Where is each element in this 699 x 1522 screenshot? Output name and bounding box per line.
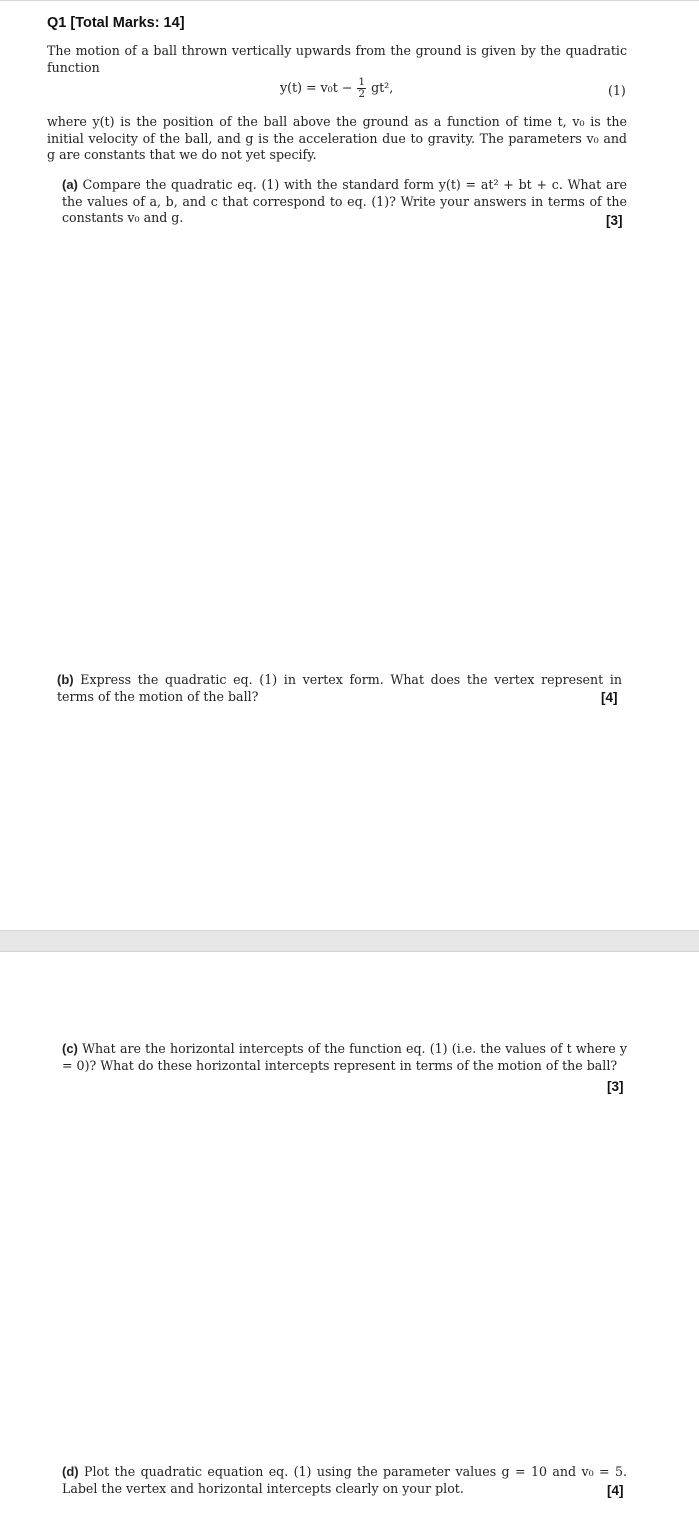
document-page-2 [0, 952, 699, 1522]
part-d [62, 1464, 627, 1497]
part-a-marks: [3] [606, 213, 623, 228]
page-separator [0, 930, 699, 952]
part-a [62, 177, 627, 227]
part-a-text: Compare the quadratic eq. (1) with the standard form y(t) = at² + bt + c. What are the values of a, b, and c that correspond to eq. (1)? Write your answers in terms of the constants v₀ and g. [62, 177, 627, 225]
part-b [57, 672, 622, 705]
question-intro: The motion of a ball thrown vertically upwards from the ground is given by the quadratic function [47, 43, 627, 75]
document-page-1 [0, 1, 699, 930]
equation-lhs: y(t) = v₀t − [280, 80, 353, 95]
part-b-label: (b) [57, 672, 74, 687]
part-a-label: (a) [62, 177, 78, 192]
equation-1 [280, 77, 393, 100]
part-c [62, 1041, 627, 1074]
question-description: where y(t) is the position of the ball above the ground as a function of time t, v₀ is the initial velocity of the ball, and g is the acceleration due to gravity. The parameters v₀ and g are constants that we do not yet specify. [47, 114, 627, 162]
equation-rhs: gt², [371, 80, 394, 95]
part-b-marks: [4] [601, 690, 618, 705]
part-b-text: Express the quadratic eq. (1) in vertex form. What does the vertex represent in terms of the motion of the ball? [57, 672, 622, 704]
equation-number: (1) [608, 83, 626, 98]
part-c-label: (c) [62, 1041, 78, 1056]
part-d-label: (d) [62, 1464, 79, 1479]
part-c-marks: [3] [607, 1079, 624, 1094]
equation-fraction [357, 77, 366, 100]
question-heading: Q1 [Total Marks: 14] [47, 15, 185, 31]
part-d-text: Plot the quadratic equation eq. (1) using the parameter values g = 10 and v₀ = 5. Label the vertex and horizontal intercepts clearly on your plot. [62, 1464, 627, 1496]
fraction-numerator: 1 [358, 76, 366, 88]
part-d-marks: [4] [607, 1483, 624, 1498]
fraction-denominator: 2 [358, 88, 366, 100]
part-c-text: What are the horizontal intercepts of the function eq. (1) (i.e. the values of t where y = 0)? What do these horizontal intercepts represent in terms of the motion of the ball? [62, 1041, 627, 1073]
